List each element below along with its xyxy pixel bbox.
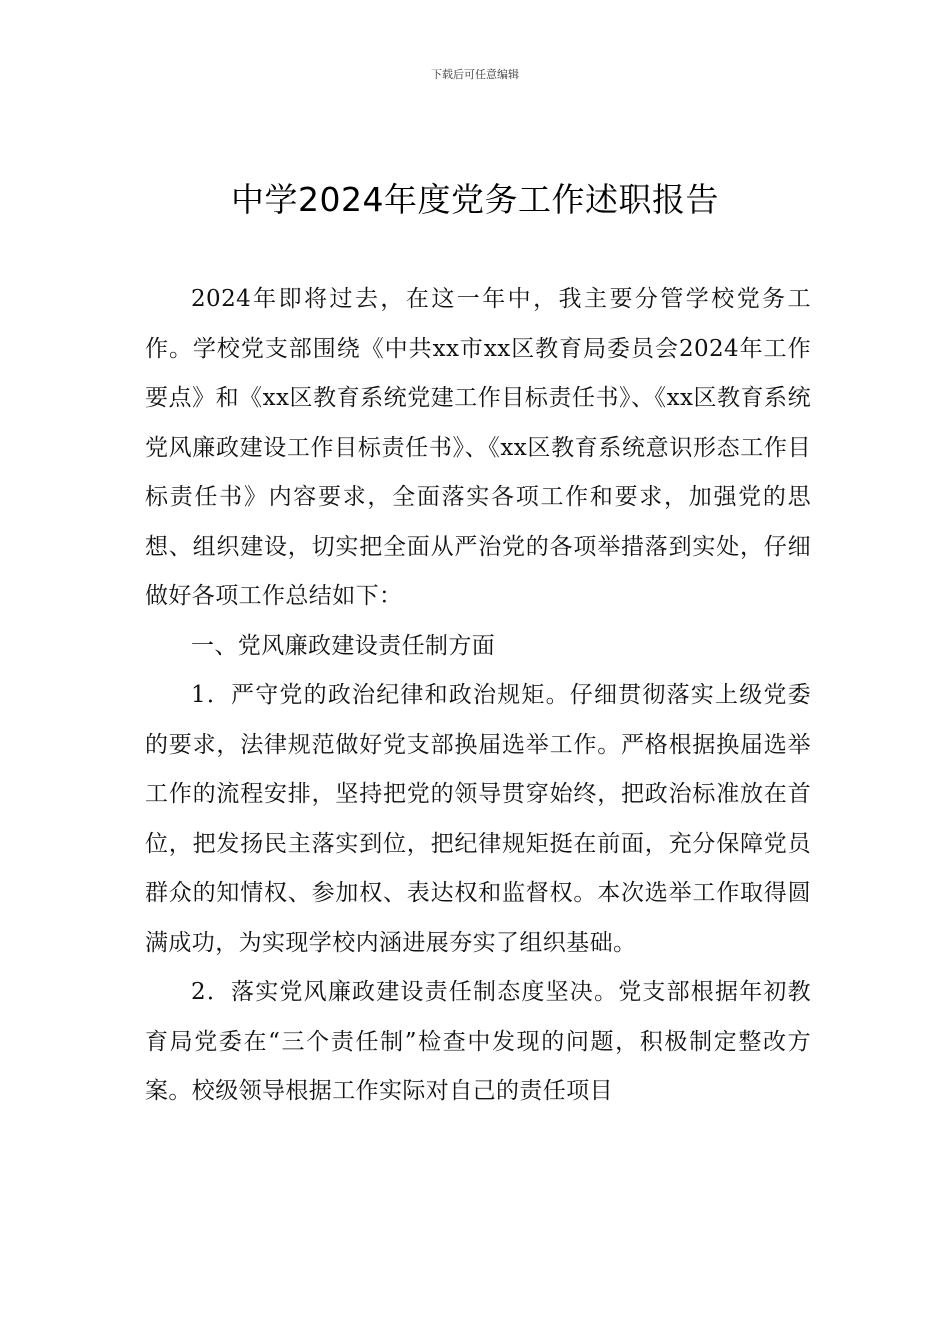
section-heading: 一、党风廉政建设责任制方面 xyxy=(191,632,496,659)
paragraph-item-2: 2．落实党风廉政建设责任制态度坚决。党支部根据年初教育局党委在“三个责任制”检查中发现的问题，积极制定整改方案。校级领导根据工作实际对自己的责任项目 xyxy=(145,979,811,1104)
document-title: 中学2024年度党务工作述职报告 xyxy=(231,180,719,219)
paragraph-intro: 2024年即将过去，在这一年中，我主要分管学校党务工作。学校党支部围绕《中共xx市xx区教育局委员会2024年工作要点》和《xx区教育系统党建工作目标责任书》、《xx区教育系统党风廉政建设工作目标责任书》、《xx区教育系统意识形态工作目标责任书》内容要求，全面落实各项工作和要求，加强党的思想、组织建设，切实把全面从严治党的各项举措落到实处，仔细做好各项工作总结如下： xyxy=(145,286,811,609)
header-note: 下载后可任意编辑 xyxy=(431,68,519,81)
paragraph-item-1: 1．严守党的政治纪律和政治规矩。仔细贯彻落实上级党委的要求，法律规范做好党支部换届选举工作。严格根据换届选举工作的流程安排，坚持把党的领导贯穿始终，把政治标准放在首位，把发扬民主落实到位，把纪律规矩挺在前面，充分保障党员群众的知情权、参加权、表达权和监督权。本次选举工作取得圆满成功，为实现学校内涵进展夯实了组织基础。 xyxy=(145,682,811,956)
document-body xyxy=(145,275,811,1117)
